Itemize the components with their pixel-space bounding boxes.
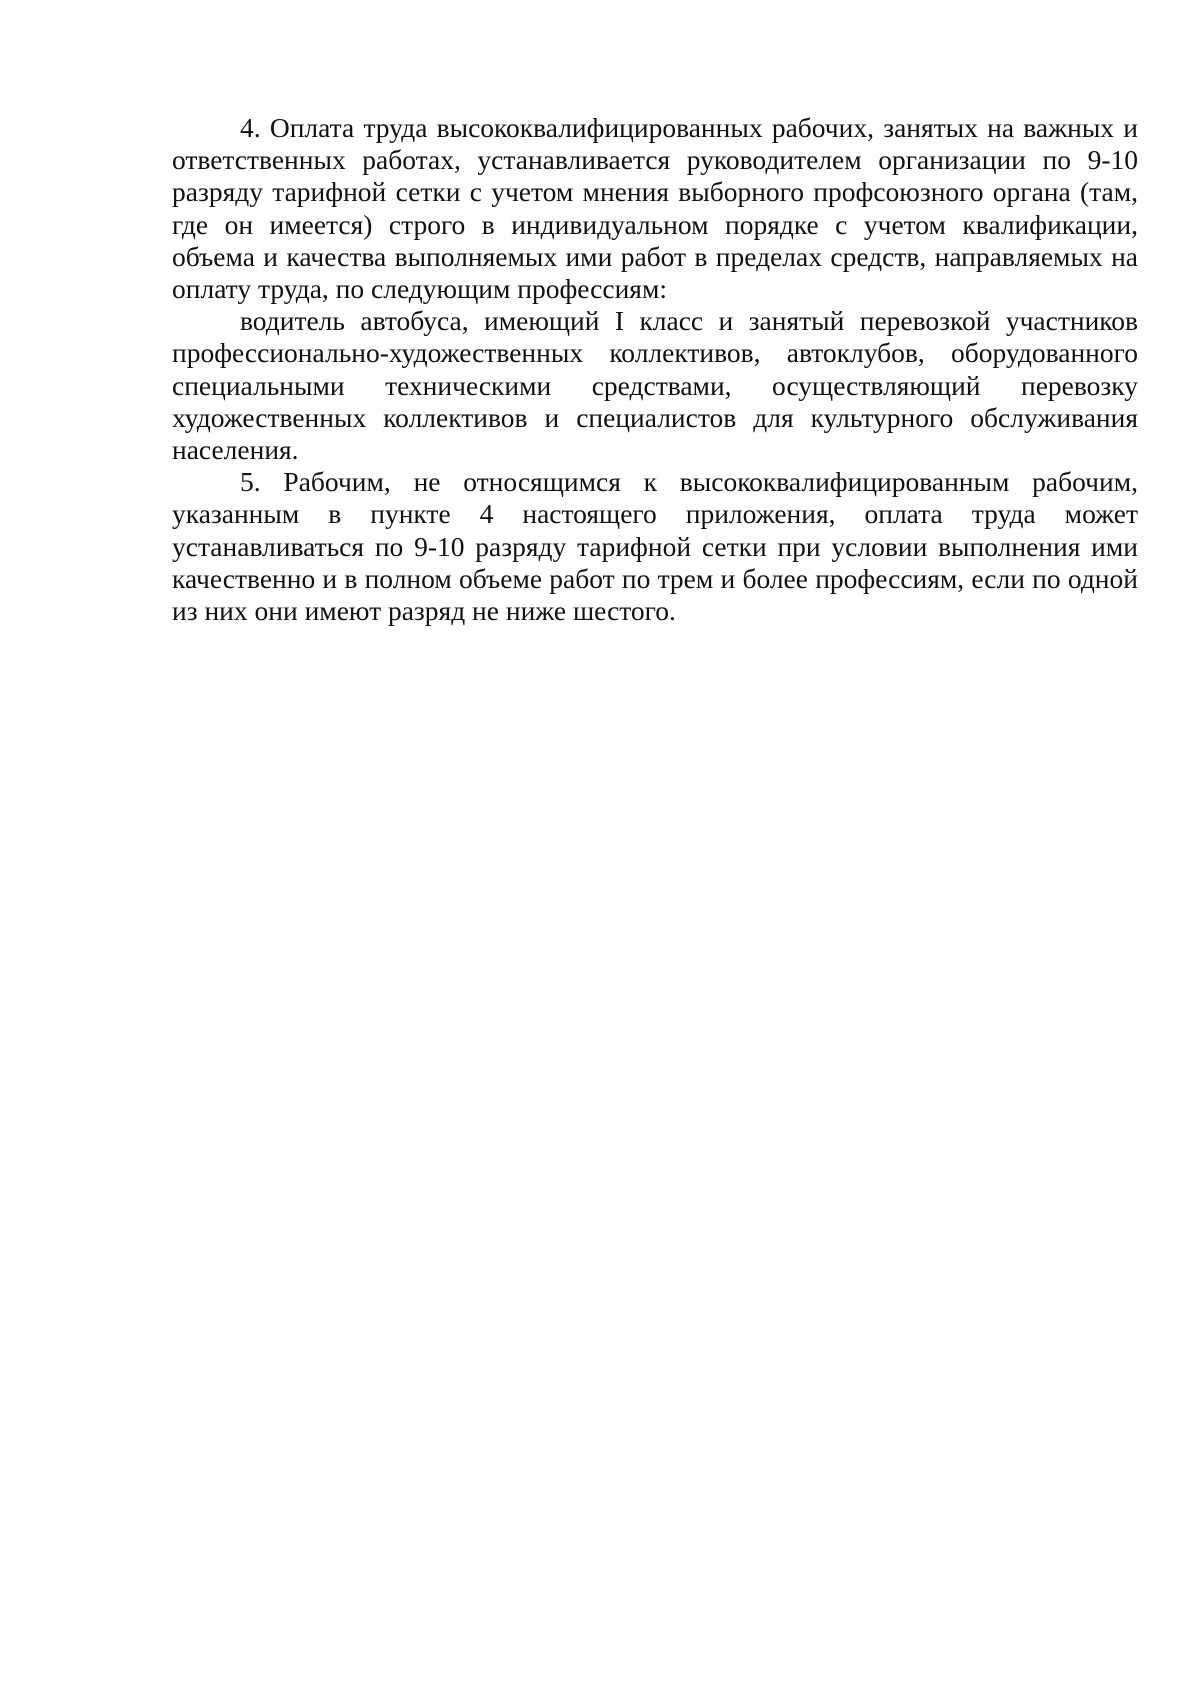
- paragraph-item-5: 5. Рабочим, не относящимся к высококвалифицированным рабочим, указанным в пункте 4 настоящего приложения, оплата труда может устанавливаться по 9-10 разряду тарифной сетки при условии выполнения ими качественно и в полном объеме работ по трем и более профессиям, если по одной из них они имеют разряд не ниже шестого.: [172, 466, 1138, 627]
- paragraph-item-4: 4. Оплата труда высококвалифицированных рабочих, занятых на важных и ответственных работах, устанавливается руководителем организации по 9-10 разряду тарифной сетки с учетом мнения выборного профсоюзного органа (там, где он имеется) строго в индивидуальном порядке с учетом квалификации, объема и качества выполняемых ими работ в пределах средств, направляемых на оплату труда, по следующим профессиям:: [172, 112, 1138, 305]
- document-body: [172, 112, 1138, 627]
- paragraph-bus-driver: водитель автобуса, имеющий I класс и занятый перевозкой участников профессионально-художественных коллективов, автоклубов, оборудованного специальными техническими средствами, осуществляющий перевозку художественных коллективов и специалистов для культурного обслуживания населения.: [172, 305, 1138, 466]
